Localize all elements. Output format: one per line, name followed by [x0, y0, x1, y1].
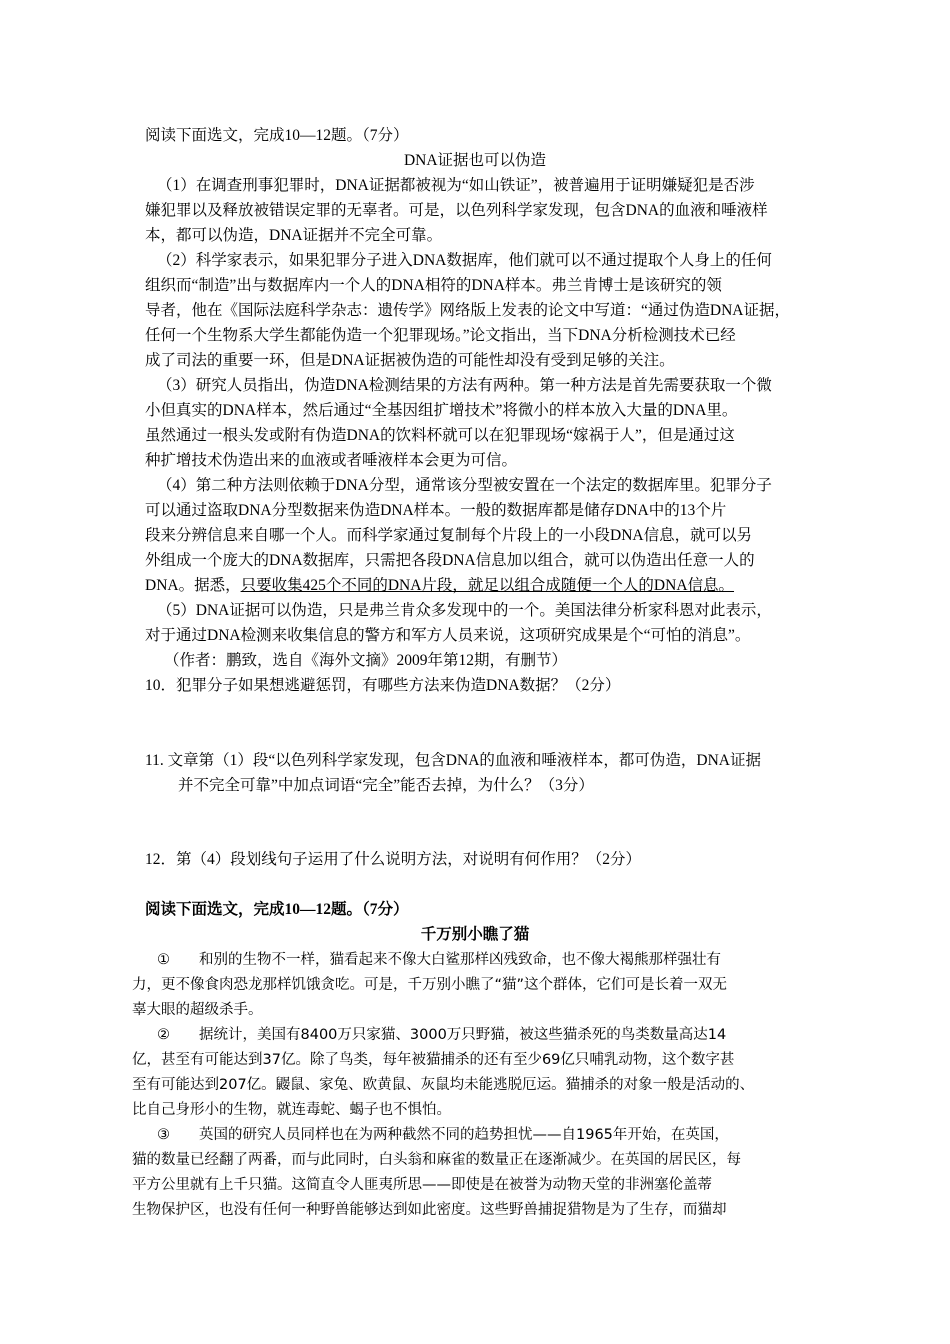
s1-p2-line2: 组织而“制造”出与数据库内一个人的DNA相符的DNA样本。弗兰肯博士是该研究的领 [145, 277, 722, 294]
s1-p3-line3: 虽然通过一根头发或附有伪造DNA的饮料杯就可以在犯罪现场“嫁祸于人”，但是通过这 [145, 427, 735, 444]
question-10: 10．犯罪分子如果想逃避惩罚，有哪些方法来伪造DNA数据？（2分） [145, 677, 621, 694]
s1-p2-line4: 任何一个生物系大学生都能伪造一个犯罪现场。”论文指出，当下DNA分析检测技术已经 [145, 327, 736, 344]
s2-p2-line1: ② 据统计，美国有8400万只家猫、3000万只野猫，被这些猫杀死的鸟类数量高达14 [157, 1027, 727, 1043]
s1-p4-line5 [145, 576, 734, 596]
s2-p2-line2: 亿，甚至有可能达到37亿。除了鸟类，每年被猫捕杀的还有至少69亿只哺乳动物，这个数字甚 [132, 1052, 735, 1068]
question-11-line1: 11. 文章第（1）段“以色列科学家发现，包含DNA的血液和唾液样本，都可伪造，DNA证据 [145, 752, 761, 769]
s1-p3-line2: 小但真实的DNA样本，然后通过“全基因组扩增技术”将微小的样本放入大量的DNA里。 [145, 402, 738, 419]
s1-p1-line1: （1）在调查刑事犯罪时，DNA证据都被视为“如山铁证”，被普遍用于证明嫌疑犯是否涉 [157, 177, 755, 194]
s2-p1-line2: 力，更不像食肉恐龙那样饥饿贪吃。可是，千万别小瞧了“猫”这个群体，它们可是长着一双无 [132, 977, 728, 993]
section2-title: 千万别小瞧了猫 [420, 926, 530, 943]
question-11-line2: 并不完全可靠”中加点词语“完全”能否去掉，为什么？（3分） [178, 777, 594, 794]
s2-p3-line1: ③ 英国的研究人员同样也在为两种截然不同的趋势担忧——自1965年开始，在英国， [157, 1127, 729, 1143]
s2-p2-line4: 比自己身形小的生物，就连毒蛇、蝎子也不惧怕。 [132, 1102, 451, 1118]
s1-p4-line1: （4）第二种方法则依赖于DNA分型，通常该分型被安置在一个法定的数据库里。犯罪分子 [157, 477, 772, 494]
s1-p2-line5: 成了司法的重要一环，但是DNA证据被伪造的可能性却没有受到足够的关注。 [145, 352, 675, 369]
underlined-sentence: 只要收集425个不同的DNA片段，就足以组合成随便一个人的DNA信息。 [240, 577, 735, 594]
s1-p5-line2: 对于通过DNA检测来收集信息的警方和军方人员来说，这项研究成果是个“可怕的消息”。 [145, 627, 751, 644]
s2-p3-line3: 平方公里就有上千只猫。这简直令人匪夷所思——即使是在被誉为动物天堂的非洲塞伦盖蒂 [132, 1177, 712, 1193]
s1-p1-line2: 嫌犯罪以及释放被错误定罪的无辜者。可是，以色列科学家发现，包含DNA的血液和唾液样 [145, 202, 768, 219]
question-12: 12．第（4）段划线句子运用了什么说明方法，对说明有何作用？（2分） [145, 851, 642, 868]
s1-p4-line2: 可以通过盗取DNA分型数据来伪造DNA样本。一般的数据库都是储存DNA中的13个片 [145, 502, 727, 519]
s1-p1-line3: 本，都可以伪造，DNA证据并不完全可靠。 [145, 227, 443, 244]
s2-p3-line2: 猫的数量已经翻了两番，而与此同时，白头翁和麻雀的数量正在逐渐减少。在英国的居民区，每 [132, 1152, 741, 1168]
s1-p4-line4: 外组成一个庞大的DNA数据库，只需把各段DNA信息加以组合，就可以伪造出任意一人的 [145, 552, 755, 569]
source-note: （作者：鹏致，选自《海外文摘》2009年第12期，有删节） [164, 652, 568, 669]
s2-p1-line1: ① 和别的生物不一样，猫看起来不像大白鲨那样凶残致命，也不像大褐熊那样强壮有 [157, 952, 721, 968]
s1-p3-line1: （3）研究人员指出，伪造DNA检测结果的方法有两种。第一种方法是首先需要获取一个微 [157, 377, 772, 394]
s1-p4-line3: 段来分辨信息来自哪一个人。而科学家通过复制每个片段上的一小段DNA信息，就可以另 [145, 527, 753, 544]
section1-title: DNA证据也可以伪造 [403, 152, 547, 169]
s1-p3-line4: 种扩增技术伪造出来的血液或者唾液样本会更为可信。 [145, 452, 518, 469]
s1-p2-line1: （2）科学家表示，如果犯罪分子进入DNA数据库，他们就可以不通过提取个人身上的任何 [157, 252, 772, 269]
s1-p2-line3: 导者，他在《国际法庭科学杂志：遗传学》网络版上发表的论文中写道：“通过伪造DNA证据， [145, 302, 790, 319]
section2-intro: 阅读下面选文，完成10—12题。（7分） [145, 901, 409, 918]
s2-p3-line4: 生物保护区，也没有任何一种野兽能够达到如此密度。这些野兽捕捉猎物是为了生存，而猫却 [132, 1202, 727, 1218]
s1-p5-line1: （5）DNA证据可以伪造，只是弗兰肯众多发现中的一个。美国法律分析家科恩对此表示， [157, 602, 772, 619]
s2-p2-line3: 至有可能达到207亿。鼹鼠、家兔、欧黄鼠、灰鼠均未能逃脱厄运。猫捕杀的对象一般是活动的、 [132, 1077, 755, 1093]
section1-intro: 阅读下面选文，完成10—12题。（7分） [145, 127, 409, 144]
s2-p1-line3: 辜大眼的超级杀手。 [132, 1002, 263, 1018]
s1-p4-plain-text: DNA。据悉， [145, 577, 241, 594]
